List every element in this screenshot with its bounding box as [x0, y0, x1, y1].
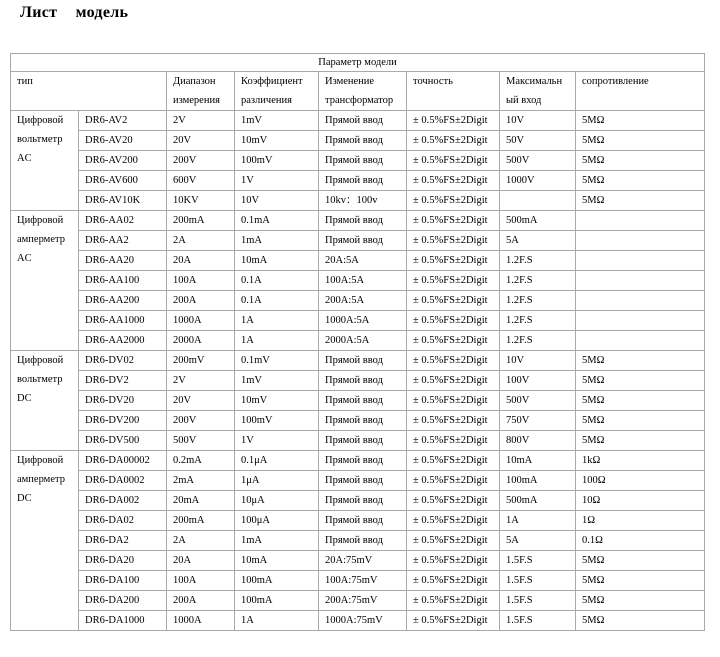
meter-type-line: DC	[17, 493, 32, 504]
value-cell: ± 0.5%FS±2Digit	[407, 251, 500, 271]
model-cell: DR6-AA20	[79, 251, 167, 271]
model-cell: DR6-AA2	[79, 231, 167, 251]
value-cell: ± 0.5%FS±2Digit	[407, 571, 500, 591]
value-cell: Прямой ввод	[319, 351, 407, 371]
model-cell: DR6-DA200	[79, 591, 167, 611]
value-cell: Прямой ввод	[319, 471, 407, 491]
value-cell: Прямой ввод	[319, 131, 407, 151]
value-cell: Прямой ввод	[319, 391, 407, 411]
column-header	[11, 72, 167, 111]
value-cell: 200A	[167, 291, 235, 311]
value-cell: ± 0.5%FS±2Digit	[407, 271, 500, 291]
value-cell: 750V	[500, 411, 576, 431]
value-cell: ± 0.5%FS±2Digit	[407, 171, 500, 191]
value-cell: 5MΩ	[576, 151, 705, 171]
table-row	[11, 611, 705, 631]
value-cell: ± 0.5%FS±2Digit	[407, 551, 500, 571]
value-cell: 2000A	[167, 331, 235, 351]
model-cell: DR6-AA2000	[79, 331, 167, 351]
value-cell: Прямой ввод	[319, 491, 407, 511]
value-cell: ± 0.5%FS±2Digit	[407, 331, 500, 351]
value-cell: 200V	[167, 151, 235, 171]
table-row	[11, 491, 705, 511]
value-cell: 100mA	[235, 591, 319, 611]
value-cell: 100A	[167, 571, 235, 591]
value-cell: Прямой ввод	[319, 451, 407, 471]
value-cell: 2A	[167, 231, 235, 251]
value-cell: 10μA	[235, 491, 319, 511]
value-cell: 5MΩ	[576, 571, 705, 591]
model-cell: DR6-DA20	[79, 551, 167, 571]
table-row	[11, 471, 705, 491]
value-cell: Прямой ввод	[319, 371, 407, 391]
value-cell: 1mA	[235, 231, 319, 251]
value-cell: ± 0.5%FS±2Digit	[407, 391, 500, 411]
value-cell: 100Ω	[576, 471, 705, 491]
value-cell: 1V	[235, 431, 319, 451]
value-cell	[576, 331, 705, 351]
value-cell: 1.2F.S	[500, 271, 576, 291]
value-cell: 100mA	[235, 571, 319, 591]
value-cell: 1.2F.S	[500, 331, 576, 351]
column-header-line: Коэффициент	[241, 76, 303, 87]
value-cell: 200A:5A	[319, 291, 407, 311]
model-cell: DR6-AA200	[79, 291, 167, 311]
table-row	[11, 151, 705, 171]
value-cell: 5MΩ	[576, 371, 705, 391]
value-cell: 20V	[167, 131, 235, 151]
model-cell: DR6-DA1000	[79, 611, 167, 631]
value-cell: 200mA	[167, 211, 235, 231]
value-cell: 5MΩ	[576, 411, 705, 431]
value-cell: 50V	[500, 131, 576, 151]
value-cell: 1A	[500, 511, 576, 531]
value-cell: 5MΩ	[576, 171, 705, 191]
value-cell: 200A	[167, 591, 235, 611]
column-header-line: тип	[17, 76, 33, 87]
table-row	[11, 511, 705, 531]
model-cell: DR6-AA100	[79, 271, 167, 291]
value-cell: Прямой ввод	[319, 171, 407, 191]
table-row	[11, 311, 705, 331]
value-cell: ± 0.5%FS±2Digit	[407, 291, 500, 311]
value-cell: 5MΩ	[576, 191, 705, 211]
model-cell: DR6-AA02	[79, 211, 167, 231]
table-row	[11, 271, 705, 291]
model-cell: DR6-DV02	[79, 351, 167, 371]
table-row	[11, 111, 705, 131]
value-cell: 10mA	[500, 451, 576, 471]
value-cell: ± 0.5%FS±2Digit	[407, 211, 500, 231]
value-cell: ± 0.5%FS±2Digit	[407, 111, 500, 131]
value-cell: 1mA	[235, 531, 319, 551]
table-row	[11, 371, 705, 391]
value-cell: 10V	[235, 191, 319, 211]
value-cell: 1.5F.S	[500, 571, 576, 591]
value-cell: 10mA	[235, 551, 319, 571]
value-cell: 0.1A	[235, 291, 319, 311]
value-cell: 1A	[235, 331, 319, 351]
value-cell: 5A	[500, 231, 576, 251]
value-cell: 800V	[500, 431, 576, 451]
model-cell: DR6-AA1000	[79, 311, 167, 331]
value-cell: ± 0.5%FS±2Digit	[407, 491, 500, 511]
value-cell: 5MΩ	[576, 591, 705, 611]
column-header	[407, 72, 500, 111]
value-cell: ± 0.5%FS±2Digit	[407, 131, 500, 151]
value-cell: 1Ω	[576, 511, 705, 531]
value-cell: 200mV	[167, 351, 235, 371]
value-cell	[576, 311, 705, 331]
value-cell: Прямой ввод	[319, 411, 407, 431]
model-cell: DR6-DA0002	[79, 471, 167, 491]
column-header	[576, 72, 705, 111]
column-header-line: измерения	[173, 95, 220, 106]
value-cell: 1.5F.S	[500, 591, 576, 611]
model-cell: DR6-DA002	[79, 491, 167, 511]
value-cell: ± 0.5%FS±2Digit	[407, 431, 500, 451]
meter-type-line: AC	[17, 153, 32, 164]
value-cell: 2A	[167, 531, 235, 551]
value-cell: 5MΩ	[576, 391, 705, 411]
value-cell: ± 0.5%FS±2Digit	[407, 611, 500, 631]
value-cell: 1A	[235, 311, 319, 331]
value-cell: ± 0.5%FS±2Digit	[407, 371, 500, 391]
model-cell: DR6-DA2	[79, 531, 167, 551]
value-cell: ± 0.5%FS±2Digit	[407, 191, 500, 211]
model-cell: DR6-AV10K	[79, 191, 167, 211]
value-cell: 500V	[500, 151, 576, 171]
value-cell: 1000A:5A	[319, 311, 407, 331]
value-cell: ± 0.5%FS±2Digit	[407, 471, 500, 491]
meter-type-line: вольтметр	[17, 374, 63, 385]
column-header-line: Диапазон	[173, 76, 216, 87]
table-row	[11, 211, 705, 231]
value-cell: 0.1μA	[235, 451, 319, 471]
model-cell: DR6-AV600	[79, 171, 167, 191]
table-row	[11, 291, 705, 311]
value-cell: 2mA	[167, 471, 235, 491]
value-cell: ± 0.5%FS±2Digit	[407, 151, 500, 171]
column-header-line: различения	[241, 95, 292, 106]
meter-type-line: вольтметр	[17, 134, 63, 145]
model-cell: DR6-DA02	[79, 511, 167, 531]
model-parameter-table	[10, 53, 705, 631]
value-cell: 1mV	[235, 371, 319, 391]
value-cell: 100A:5A	[319, 271, 407, 291]
model-cell: DR6-AV2	[79, 111, 167, 131]
meter-type-line: Цифровой	[17, 455, 64, 466]
column-header-line: точность	[413, 76, 453, 87]
model-cell: DR6-DV500	[79, 431, 167, 451]
value-cell: 100mV	[235, 151, 319, 171]
value-cell	[576, 271, 705, 291]
value-cell: 0.1mA	[235, 211, 319, 231]
column-header	[235, 72, 319, 111]
value-cell: 1000V	[500, 171, 576, 191]
table-row	[11, 531, 705, 551]
value-cell: 2000A:5A	[319, 331, 407, 351]
model-cell: DR6-DV200	[79, 411, 167, 431]
value-cell: ± 0.5%FS±2Digit	[407, 531, 500, 551]
value-cell: ± 0.5%FS±2Digit	[407, 591, 500, 611]
value-cell: 100A	[167, 271, 235, 291]
value-cell: 10mA	[235, 251, 319, 271]
value-cell: 1μA	[235, 471, 319, 491]
value-cell: 20mA	[167, 491, 235, 511]
column-header	[319, 72, 407, 111]
table-row	[11, 451, 705, 471]
value-cell: 200V	[167, 411, 235, 431]
value-cell: 10V	[500, 111, 576, 131]
value-cell	[576, 211, 705, 231]
table-row	[11, 351, 705, 371]
value-cell: Прямой ввод	[319, 231, 407, 251]
meter-type-cell	[11, 111, 79, 211]
value-cell: 1000A	[167, 311, 235, 331]
value-cell: 500mA	[500, 211, 576, 231]
value-cell: 1V	[235, 171, 319, 191]
value-cell: 20A	[167, 251, 235, 271]
table-row	[11, 171, 705, 191]
value-cell: 100A:75mV	[319, 571, 407, 591]
value-cell: 1mV	[235, 111, 319, 131]
value-cell: 5MΩ	[576, 611, 705, 631]
table-row	[11, 551, 705, 571]
value-cell: 600V	[167, 171, 235, 191]
table-row	[11, 431, 705, 451]
meter-type-line: амперметр	[17, 234, 65, 245]
value-cell: Прямой ввод	[319, 511, 407, 531]
column-header-line: сопротивление	[582, 76, 649, 87]
column-header	[167, 72, 235, 111]
value-cell	[576, 251, 705, 271]
table-row	[11, 331, 705, 351]
value-cell: 10V	[500, 351, 576, 371]
table-row	[11, 591, 705, 611]
value-cell: 1.5F.S	[500, 551, 576, 571]
table-row	[11, 231, 705, 251]
meter-type-cell	[11, 451, 79, 631]
value-cell: Прямой ввод	[319, 431, 407, 451]
column-header-line: Максимальн	[506, 76, 563, 87]
value-cell	[500, 191, 576, 211]
value-cell: 1kΩ	[576, 451, 705, 471]
meter-type-line: Цифровой	[17, 215, 64, 226]
table-row	[11, 131, 705, 151]
table-row	[11, 571, 705, 591]
value-cell: 5MΩ	[576, 431, 705, 451]
column-header-line: ый вход	[506, 95, 542, 106]
table-row	[11, 191, 705, 211]
value-cell: ± 0.5%FS±2Digit	[407, 411, 500, 431]
value-cell: Прямой ввод	[319, 111, 407, 131]
value-cell: 1000A	[167, 611, 235, 631]
model-cell: DR6-AV200	[79, 151, 167, 171]
model-cell: DR6-DV20	[79, 391, 167, 411]
value-cell: 10mV	[235, 131, 319, 151]
table-caption: Параметр модели	[11, 54, 705, 72]
value-cell: 5MΩ	[576, 131, 705, 151]
value-cell: ± 0.5%FS±2Digit	[407, 311, 500, 331]
value-cell: 0.1mV	[235, 351, 319, 371]
meter-type-line: Цифровой	[17, 355, 64, 366]
value-cell: 5MΩ	[576, 551, 705, 571]
value-cell: Прямой ввод	[319, 151, 407, 171]
meter-type-line: амперметр	[17, 474, 65, 485]
value-cell: ± 0.5%FS±2Digit	[407, 351, 500, 371]
page-title: Лист модель	[20, 4, 129, 21]
value-cell: 500mA	[500, 491, 576, 511]
value-cell: ± 0.5%FS±2Digit	[407, 511, 500, 531]
value-cell: 0.1A	[235, 271, 319, 291]
value-cell: 100V	[500, 371, 576, 391]
column-header	[500, 72, 576, 111]
value-cell: 1A	[235, 611, 319, 631]
value-cell: ± 0.5%FS±2Digit	[407, 231, 500, 251]
value-cell: 20A	[167, 551, 235, 571]
table-body	[11, 72, 705, 631]
value-cell: 100mV	[235, 411, 319, 431]
meter-type-line: DC	[17, 393, 32, 404]
value-cell: 5MΩ	[576, 111, 705, 131]
value-cell: 10kv：100v	[319, 191, 407, 211]
meter-type-line: AC	[17, 253, 32, 264]
table-row	[11, 391, 705, 411]
value-cell: 0.1Ω	[576, 531, 705, 551]
value-cell: 1.5F.S	[500, 611, 576, 631]
column-header-row	[11, 72, 705, 111]
meter-type-cell	[11, 351, 79, 451]
value-cell: Прямой ввод	[319, 531, 407, 551]
value-cell: 20A:75mV	[319, 551, 407, 571]
value-cell: 200mA	[167, 511, 235, 531]
value-cell: 1000A:75mV	[319, 611, 407, 631]
value-cell: 1.2F.S	[500, 311, 576, 331]
value-cell: ± 0.5%FS±2Digit	[407, 451, 500, 471]
value-cell: 5MΩ	[576, 351, 705, 371]
value-cell: 5A	[500, 531, 576, 551]
value-cell: 20A:5A	[319, 251, 407, 271]
meter-type-cell	[11, 211, 79, 351]
table-row	[11, 251, 705, 271]
value-cell: 500V	[167, 431, 235, 451]
value-cell: Прямой ввод	[319, 211, 407, 231]
value-cell: 1.2F.S	[500, 291, 576, 311]
value-cell: 10Ω	[576, 491, 705, 511]
value-cell	[576, 231, 705, 251]
table-row	[11, 411, 705, 431]
value-cell: 2V	[167, 371, 235, 391]
value-cell: 20V	[167, 391, 235, 411]
value-cell: 0.2mA	[167, 451, 235, 471]
value-cell: 200A:75mV	[319, 591, 407, 611]
value-cell: 100mA	[500, 471, 576, 491]
model-cell: DR6-AV20	[79, 131, 167, 151]
value-cell: 10KV	[167, 191, 235, 211]
model-cell: DR6-DV2	[79, 371, 167, 391]
value-cell: 10mV	[235, 391, 319, 411]
value-cell: 100μA	[235, 511, 319, 531]
value-cell: 500V	[500, 391, 576, 411]
meter-type-line: Цифровой	[17, 115, 64, 126]
value-cell	[576, 291, 705, 311]
value-cell: 2V	[167, 111, 235, 131]
model-cell: DR6-DA100	[79, 571, 167, 591]
value-cell: 1.2F.S	[500, 251, 576, 271]
model-cell: DR6-DA00002	[79, 451, 167, 471]
column-header-line: Изменение	[325, 76, 375, 87]
column-header-line: трансформатор	[325, 95, 394, 106]
